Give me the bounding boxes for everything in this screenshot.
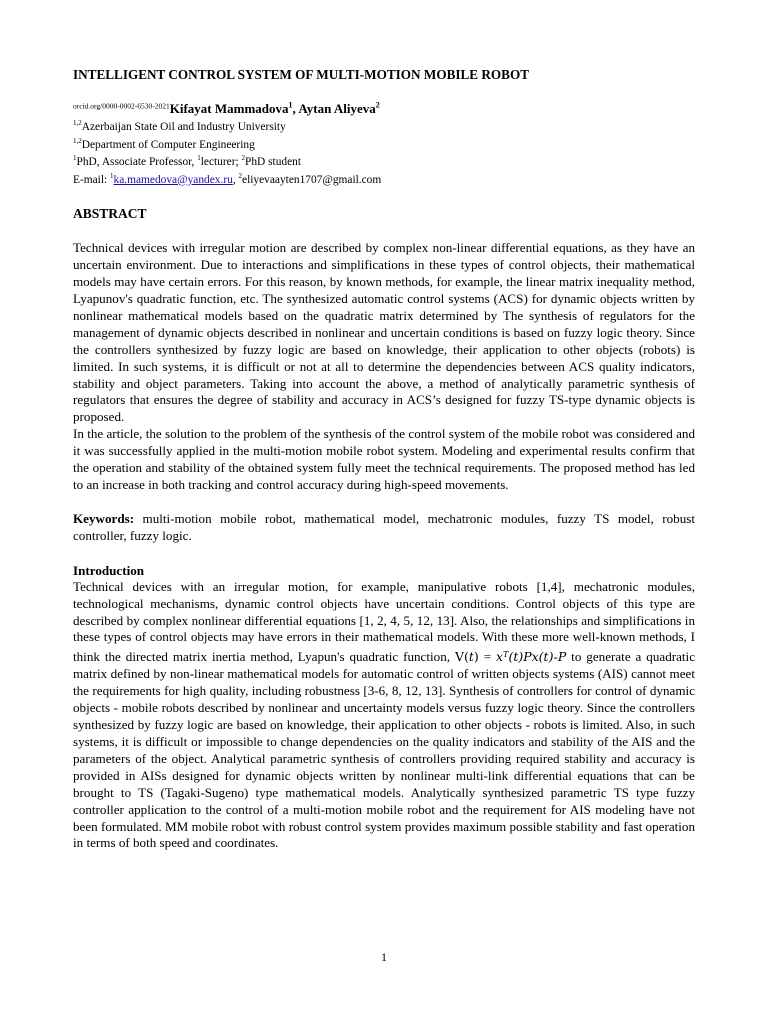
affiliation-department	[73, 135, 695, 153]
author-positions	[73, 152, 695, 170]
position-sup: 1	[197, 154, 201, 163]
formula-eq: =	[478, 649, 497, 665]
position-text: PhD, Associate Professor,	[76, 156, 198, 169]
email-line	[73, 170, 695, 188]
page-number: 1	[381, 950, 387, 964]
keywords	[73, 511, 695, 545]
keywords-text: multi-motion mobile robot, mathematical model, mechatronic modules, fuzzy TS model, robust controller, fuzzy logic.	[73, 510, 695, 543]
author-2-sup: 2	[375, 101, 380, 110]
position-text: PhD student	[245, 156, 302, 169]
abstract-paragraph-1: Technical devices with irregular motion are described by complex non-linear differential equations, as they have an uncertain environment. Due to interactions and simplifications in these types of control objects, their mathematical models may have certain errors. For this reason, by known methods, for example, the linear matrix inequality method, Lyapunov's quadratic function, etc. The synthesized automatic control systems (ACS) for dynamic objects written by nonlinear mathematical models based on the quadratic matrix determined by The synthesis of regulators for the management of dynamic objects described in nonlinear and uncertain conditions is based on fuzzy logic theory. Since the controllers synthesized by fuzzy logic are based on knowledge, their application to other objects (robots) is limited. In such systems, it is difficult or not at all to determine the dependencies between ACS quality indicators, stability and object parameters. Taking into account the above, a method of analytically parametric synthesis of regulators that ensures the degree of stability and accuracy in ACS’s designed for fuzzy TS-type dynamic objects is proposed.	[73, 240, 695, 425]
position-text: lecturer;	[200, 156, 242, 169]
author-separator: ,	[292, 101, 299, 117]
author-1-sup: 1	[288, 101, 293, 110]
email-label: E-mail:	[73, 173, 111, 186]
email-sup: 1	[110, 171, 114, 180]
formula-P: P	[557, 649, 567, 665]
formula-t: t	[468, 649, 474, 665]
author-line	[73, 98, 695, 117]
email-separator: ,	[232, 173, 239, 186]
paper-page	[73, 66, 695, 852]
abstract-paragraph-2: In the article, the solution to the problem of the synthesis of the control system of the mobile robot was considered and it was successfully applied in the multi-motion mobile robot system. Modeling and experimental results confirm that the operation and stability of the obtained system fully meet the technical requirements. The proposed method has led to an increase in both tracking and control accuracy during high-speed movements.	[73, 426, 695, 493]
intro-text-1: Technical devices with an irregular motion, for example, manipulative robots [1,4], mechatronic modules, technological mechanisms, dynamic control objects have uncertain conditions. Control objects of this type are described by complex nonlinear differential equations [1, 2, 4, 5, 12, 13]. Also, the relationships and simplifications in these types of control objects may have errors in their mathematical models. With these more well-known methods, I think the directed matrix inertia method, Lyapun's quadratic function,	[73, 578, 695, 665]
position-sup: 1	[73, 154, 77, 163]
introduction-heading: Introduction	[73, 562, 145, 578]
abstract-heading: ABSTRACT	[73, 206, 147, 222]
introduction-paragraph: Technical devices with an irregular motion, for example, manipulative robots [1,4], mechatronic modules, technological mechanisms, dynamic control objects have uncertain conditions. Control objects of this type are described by complex nonlinear differential equations [1, 2, 4, 5, 12, 13]. Also, the relationships and simplifications in these types of control objects may have errors in their mathematical models. With these more well-known methods, I think the directed matrix inertia method, Lyapun's quadratic function, $V(t) = x^T(t)Px(t)-P$ to generate a quadratic matrix defined by non-linear mathematical models for automatic control of written objects systems (AIS) cannot meet the requirements for high quality, including robustness [3-6, 8, 12, 13]. Synthesis of controllers for control of dynamic objects - mobile robots described by nonlinear and uncertainty models versus fuzzy logic theory. Since the controllers synthesized by fuzzy logic are based on knowledge, their application to other objects - robots is limited. Also, in such systems, it is difficult or impossible to change dependencies on the quality indicators and stability of the AIS and the parameters of the object. Analytical parametric synthesis of controllers providing required stability and accuracy is provided in AISs designed for dynamic objects written by nonlinear multi-link differential equations that can be brought to TS (Tagaki-Sugeno) type mathematical models. Analytically synthesized parametric TS type fuzzy controller application to the control of a multi-motion mobile robot and the requirement for AIS modeling have not been formulated. MM mobile robot with robust control system provides maximum possible stability and fast operation in terms of both speed and coordinates.	[73, 578, 696, 851]
orcid-link[interactable]: orcid.org/0000-0002-6530-2021	[73, 101, 170, 111]
author-2: Aytan Aliyeva	[298, 101, 376, 117]
email-sup: 2	[238, 171, 243, 180]
intro-text-2: to generate a quadratic matrix defined by non-linear mathematical models for automatic control of written objects systems (AIS) cannot meet the requirements for high quality, including robustness [3-6, 8, 12, 13]. Synthesis of controllers for control of dynamic objects - mobile robots described by nonlinear and uncertainty models versus fuzzy logic theory. Since the controllers synthesized by fuzzy logic are based on knowledge, their application to other objects - robots is limited. Also, in such systems, it is difficult or impossible to change dependencies on the quality indicators and stability of the AIS and the parameters of the object. Analytical parametric synthesis of controllers providing required stability and accuracy is provided in AISs designed for dynamic objects written by nonlinear multi-link differential equations that can be brought to TS (Tagaki-Sugeno) type mathematical models. Analytically synthesized parametric TS type fuzzy controller application to the control of a multi-motion mobile robot and the requirement for AIS modeling have not been formulated. MM mobile robot with robust control system provides maximum possible stability and fast operation in terms of both speed and coordinates.	[73, 649, 696, 851]
affiliation-sup: 1,2	[73, 136, 82, 145]
formula-T: T	[503, 649, 509, 659]
authors	[170, 101, 380, 116]
affiliation-university	[73, 117, 695, 135]
formula-x: x	[496, 649, 504, 665]
position-sup: 2	[241, 154, 246, 163]
keywords-label: Keywords:	[73, 510, 135, 526]
formula-minus: -	[553, 649, 558, 665]
affiliation-text: Department of Computer Engineering	[81, 138, 255, 151]
author-1: Kifayat Mammadova	[169, 101, 289, 117]
affiliation-text: Azerbaijan State Oil and Industry University	[81, 121, 286, 134]
formula-V: V	[454, 649, 464, 665]
formula-rest: (t)Px(t)	[508, 649, 554, 665]
email-link-1[interactable]: ka.mamedova@yandex.ru	[113, 173, 233, 186]
email-2: eliyevaayten1707@gmail.com	[242, 173, 382, 186]
affiliation-sup: 1,2	[73, 119, 82, 128]
paper-title: INTELLIGENT CONTROL SYSTEM OF MULTI-MOTION MOBILE ROBOT	[73, 67, 530, 82]
